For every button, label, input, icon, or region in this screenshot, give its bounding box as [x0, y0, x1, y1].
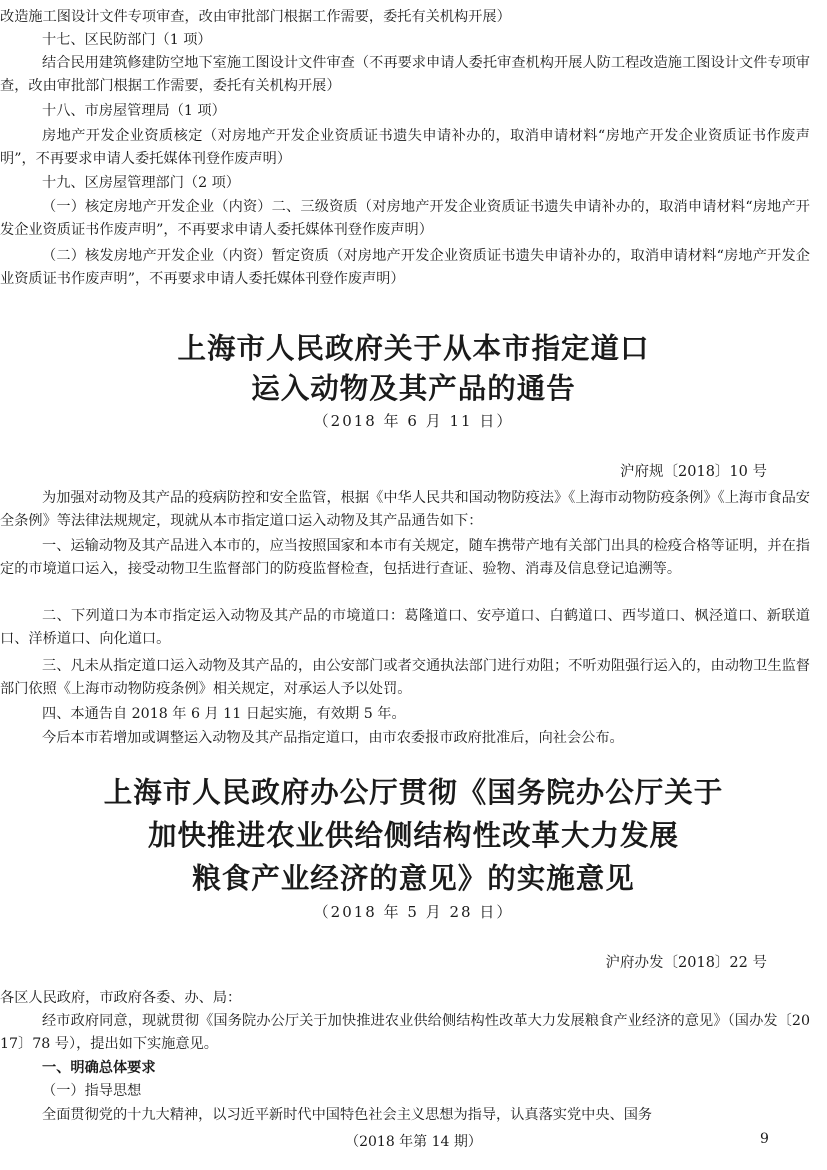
- notice-clause-1: 一、运输动物及其产品进入本市的，应当按照国家和本市有关规定，随车携带产地有关部门出具的检疫合格等证明，并在指定的市境道口运入，接受动物卫生监督部门的防疫监督检查，包括进行查证、验物、消毒及信息登记追溯等。: [0, 538, 810, 577]
- opinion-subsection-1: （一）指导思想: [42, 1083, 142, 1099]
- item-18-heading: 十八、市房屋管理局（1 项）: [42, 103, 226, 119]
- opinion-section-1: 一、明确总体要求: [42, 1060, 156, 1076]
- item-19-text-1: （一）核定房地产开发企业（内资）二、三级资质（对房地产开发企业资质证书遗失申请补办的，取消申请材料“房地产开发企业资质证书作废声明”，不再要求申请人委托媒体刊登作废声明）: [0, 199, 810, 238]
- notice-intro: 为加强对动物及其产品的疫病防控和安全监管，根据《中华人民共和国动物防疫法》《上海市动物防疫条例》《上海市食品安全条例》等法律法规规定，现就从本市指定道口运入动物及其产品通告如下：: [0, 490, 810, 529]
- continuation-line: 改造施工图设计文件专项审查，改由审批部门根据工作需要，委托有关机构开展）: [0, 9, 511, 25]
- opinion-doc-number: 沪府办发〔2018〕22 号: [605, 955, 767, 971]
- notice-clause-2: 二、下列道口为本市指定运入动物及其产品的市境道口：葛隆道口、安亭道口、白鹤道口、西岑道口、枫泾道口、新联道口、洋桥道口、向化道口。: [0, 608, 810, 647]
- page-number: 9: [760, 1131, 769, 1147]
- item-18-text: 房地产开发企业资质核定（对房地产开发企业资质证书遗失申请补办的，取消申请材料“房地产开发企业资质证书作废声明”，不再要求申请人委托媒体刊登作废声明）: [0, 128, 810, 167]
- opinion-date: （2018 年 5 月 28 日）: [313, 903, 514, 921]
- notice-date: （2018 年 6 月 11 日）: [313, 412, 514, 430]
- opinion-title-line-2: 加快推进农业供给侧结构性改革大力发展: [147, 819, 679, 852]
- opinion-title-line-3: 粮食产业经济的意见》的实施意见: [192, 862, 635, 895]
- opinion-body-start: 全面贯彻党的十九大精神，以习近平新时代中国特色社会主义思想为指导，认真落实党中央、国务: [42, 1107, 653, 1123]
- notice-clause-4: 四、本通告自 2018 年 6 月 11 日起实施，有效期 5 年。: [42, 706, 406, 722]
- notice-clause-5: 今后本市若增加或调整运入动物及其产品指定道口，由市农委报市政府批准后，向社会公布。: [42, 730, 624, 746]
- item-17-heading: 十七、区民防部门（1 项）: [42, 32, 212, 48]
- notice-title-line-2: 运入动物及其产品的通告: [251, 372, 576, 405]
- notice-clause-3: 三、凡未从指定道口运入动物及其产品的，由公安部门或者交通执法部门进行劝阻；不听劝阻强行运入的，由动物卫生监督部门依照《上海市动物防疫条例》相关规定，对承运人予以处罚。: [0, 658, 810, 697]
- item-19-heading: 十九、区房屋管理部门（2 项）: [42, 175, 240, 191]
- notice-title-line-1: 上海市人民政府关于从本市指定道口: [177, 332, 650, 365]
- item-19-text-2: （二）核发房地产开发企业（内资）暂定资质（对房地产开发企业资质证书遗失申请补办的，取消申请材料“房地产开发企业资质证书作废声明”，不再要求申请人委托媒体刊登作废声明）: [0, 248, 810, 287]
- opinion-addressee: 各区人民政府，市政府各委、办、局：: [0, 990, 242, 1006]
- footer-issue: （2018 年第 14 期）: [345, 1134, 482, 1150]
- opinion-title-line-1: 上海市人民政府办公厅贯彻《国务院办公厅关于: [103, 776, 724, 809]
- notice-doc-number: 沪府规〔2018〕10 号: [620, 464, 767, 480]
- opinion-intro: 经市政府同意，现就贯彻《国务院办公厅关于加快推进农业供给侧结构性改革大力发展粮食产业经济的意见》（国办发〔2017〕78 号），提出如下实施意见。: [0, 1013, 810, 1052]
- item-17-text: 结合民用建筑修建防空地下室施工图设计文件审查（不再要求申请人委托审查机构开展人防工程改造施工图设计文件专项审查，改由审批部门根据工作需要，委托有关机构开展）: [0, 55, 810, 94]
